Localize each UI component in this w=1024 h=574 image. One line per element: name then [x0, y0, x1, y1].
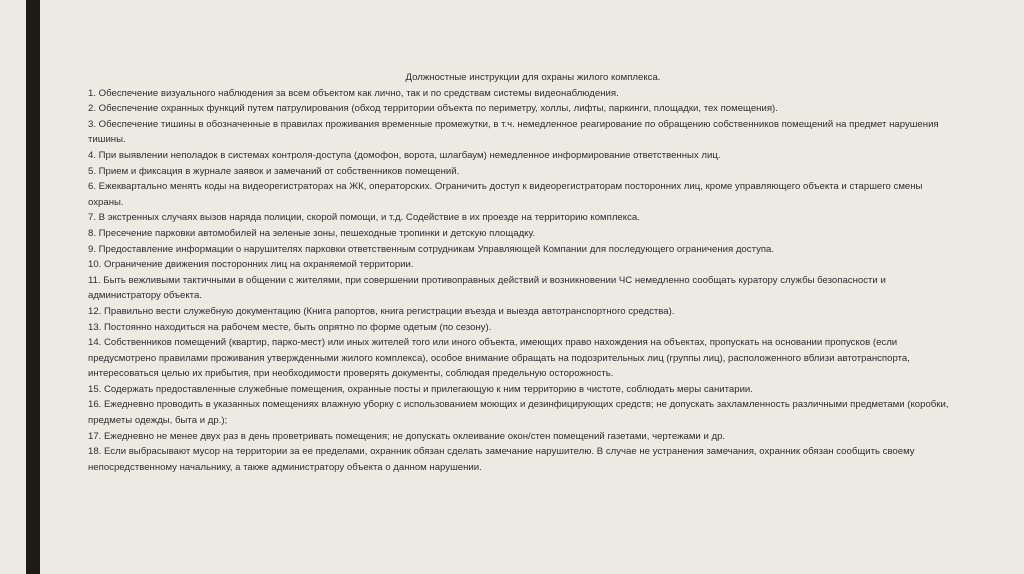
instruction-item-16: 16. Ежедневно проводить в указанных помещениях влажную уборку с использованием моющих и дезинфицирующих средств; не допускать захламленность различными предметами (коробки, предметы одежды, быта и др.);: [88, 399, 949, 427]
instruction-item-10: 10. Ограничение движения посторонних лиц на охраняемой территории.: [88, 259, 414, 271]
instruction-item-6: 6. Ежеквартально менять коды на видеорегистраторах на ЖК, операторских. Ограничить доступ к видеорегистраторам посторонних лиц, кроме управляющего объекта и старшего смены охраны.: [88, 181, 923, 208]
left-accent-bar: [26, 0, 40, 574]
instruction-item-2: 2. Обеспечение охранных функций путем патрулирования (обход территории объекта по периметру, холлы, лифты, паркинги, площадки, тех помещения).: [88, 103, 778, 115]
document-body: [88, 70, 958, 475]
instruction-item-14: 14. Собственников помещений (квартир, парко-мест) или иных жителей того или иного объекта, имеющих право нахождения на объектах, пропускать на основании пропусков (если предусмотрено правилами проживания утвержденными жилого комплекса), особое внимание обращать на подозрительных лиц (группы лиц), расположенного вблизи автотранспорта, интересоваться целью их прибытия, при необходимости проверять документы, соблюдая предельную осторожность.: [88, 337, 910, 380]
instruction-item-18: 18. Если выбрасывают мусор на территории за ее пределами, охранник обязан сделать замечание нарушителю. В случае не устранения замечания, охранник обязан сообщить своему непосредственному начальнику, а также администратору объекта о данном нарушении.: [88, 446, 915, 473]
instruction-item-8: 8. Пресечение парковки автомобилей на зеленые зоны, пешеходные тропинки и детскую площадку.: [88, 227, 535, 239]
instruction-item-3: 3. Обеспечение тишины в обозначенные в правилах проживания временные промежутки, в т.ч. немедленное реагирование по обращению собственников помещений на предмет нарушения тишины.: [88, 118, 939, 146]
instruction-item-1: 1. Обеспечение визуального наблюдения за всем объектом как лично, так и по средствам системы видеонаблюдения.: [88, 87, 619, 99]
document-title: Должностные инструкции для охраны жилого комплекса.: [405, 72, 661, 83]
instruction-item-12: 12. Правильно вести служебную документацию (Книга рапортов, книга регистрации въезда и выезда автотранспортного средства).: [88, 305, 675, 317]
instruction-item-15: 15. Содержать предоставленные служебные помещения, охранные посты и прилегающую к ним территорию в чистоте, соблюдать меры санитарии.: [88, 383, 753, 395]
instruction-item-13: 13. Постоянно находиться на рабочем месте, быть опрятно по форме одетым (по сезону).: [88, 321, 492, 333]
instruction-item-17: 17. Ежедневно не менее двух раз в день проветривать помещения; не допускать оклеивание окон/стен помещений газетами, чертежами и др.: [88, 430, 726, 442]
instruction-item-4: 4. При выявлении неполадок в системах контроля-доступа (домофон, ворота, шлагбаум) немедленное информирование ответственных лиц.: [88, 149, 721, 161]
instruction-item-11: 11. Быть вежливыми тактичными в общении с жителями, при совершении противоправных действий и возникновении ЧС немедленно сообщать куратору службы безопасности и администратору объекта.: [88, 274, 886, 302]
instruction-item-5: 5. Прием и фиксация в журнале заявок и замечаний от собственников помещений.: [88, 165, 460, 177]
instruction-item-7: 7. В экстренных случаях вызов наряда полиции, скорой помощи, и т.д. Содействие в их проезде на территорию комплекса.: [88, 212, 640, 224]
instruction-item-9: 9. Предоставление информации о нарушителях парковки ответственным сотрудникам Управляющей Компании для последующего ограничения доступа.: [88, 243, 775, 255]
